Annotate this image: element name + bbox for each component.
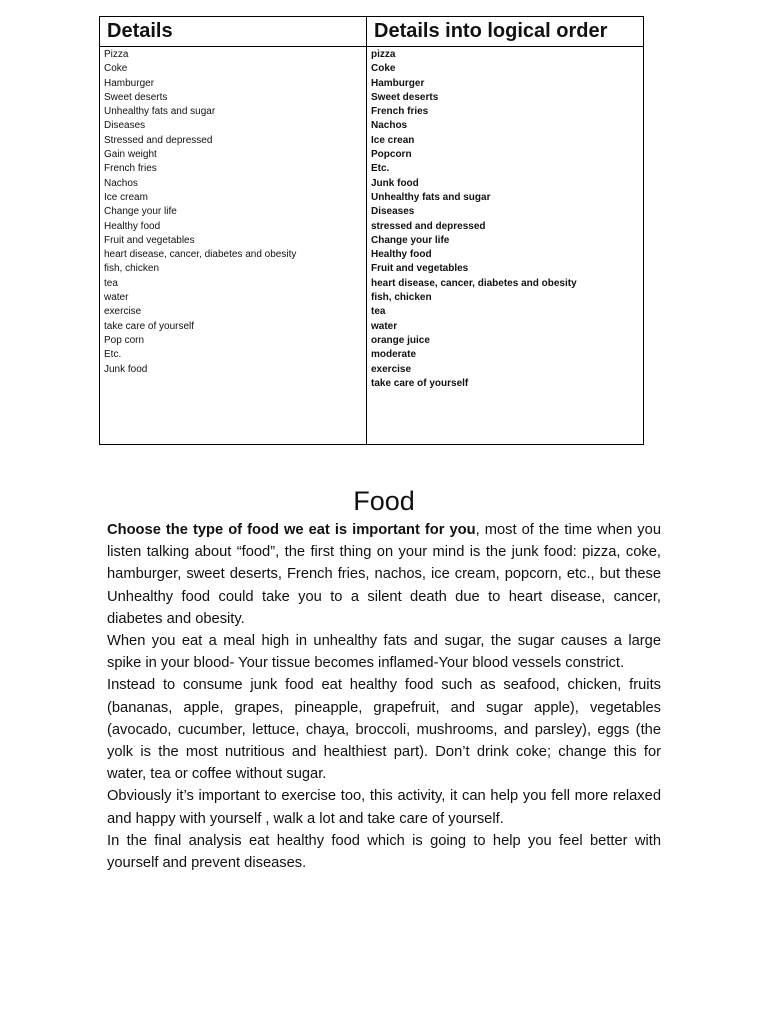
details-list-item: Sweet deserts	[104, 91, 168, 103]
paragraph	[107, 630, 661, 674]
logical-order-list-item: Diseases	[371, 206, 415, 218]
logical-order-list	[367, 47, 643, 391]
details-list-item: Nachos	[104, 177, 138, 189]
logical-order-list-item: Coke	[371, 63, 396, 75]
logical-order-list-item: Etc.	[371, 163, 390, 175]
logical-order-list-item: Junk food	[371, 177, 419, 189]
page-title: Food	[353, 486, 415, 517]
logical-order-list-item: exercise	[371, 363, 412, 375]
details-list-item: Fruit and vegetables	[104, 234, 195, 246]
details-list	[100, 47, 366, 377]
paragraph	[107, 785, 661, 829]
details-list-item: Ice cream	[104, 191, 148, 203]
logical-order-list-item: French fries	[371, 106, 429, 118]
paragraph	[107, 674, 661, 785]
paragraph-text: When you eat a meal high in unhealthy fats and sugar, the sugar causes a large spike in your blood- Your tissue becomes inflamed-Your blood vessels constrict.	[107, 633, 661, 672]
details-list-item: French fries	[104, 163, 157, 175]
details-list-item: Gain weight	[104, 149, 157, 161]
logical-order-list-item: Hamburger	[371, 77, 425, 89]
paragraph-text: In the final analysis eat healthy food which is going to help you feel better with yourself and prevent diseases.	[107, 832, 661, 872]
logical-order-list-item: orange juice	[371, 334, 430, 346]
logical-order-list-item: Fruit and vegetables	[371, 263, 469, 275]
logical-order-list-item: Popcorn	[371, 149, 412, 161]
logical-order-list-item: moderate	[371, 349, 417, 361]
paragraph	[107, 830, 661, 874]
details-list-item: Change your life	[104, 206, 177, 218]
logical-order-list-item: water	[371, 320, 398, 332]
details-list-item: heart disease, cancer, diabetes and obesity	[104, 249, 297, 261]
logical-order-list-item: Ice crean	[371, 134, 415, 146]
essay-body	[107, 519, 661, 874]
details-list-item: Unhealthy fats and sugar	[104, 106, 216, 118]
details-list-item: exercise	[104, 306, 142, 318]
paragraph-text: , most of the time when you listen talking about “food”, the first thing on your mind is the junk food: pizza, coke, hamburger, sweet deserts, French fries, nachos, ice cream, popcorn, etc., but these Unhealthy food could take you to a silent death due to heart disease, cancer, diabetes and obesity.	[107, 522, 661, 627]
table-header-row	[100, 17, 643, 47]
logical-order-list-item: heart disease, cancer, diabetes and obesity	[371, 277, 577, 289]
logical-order-list-item: Healthy food	[371, 249, 432, 261]
logical-order-list-item: pizza	[371, 49, 396, 60]
details-list-item: Coke	[104, 63, 128, 75]
paragraph	[107, 519, 661, 630]
details-list-item: water	[104, 292, 129, 304]
paragraph-text: Obviously it’s important to exercise too, this activity, it can help you fell more relaxed and happy with yourself , walk a lot and take care of yourself.	[107, 788, 661, 827]
details-list-item: Healthy food	[104, 220, 161, 232]
details-list-item: Stressed and depressed	[104, 134, 213, 146]
logical-order-list-item: Change your life	[371, 234, 450, 246]
logical-order-list-item: Nachos	[371, 120, 408, 132]
paragraph-text: Instead to consume junk food eat healthy food such as seafood, chicken, fruits (bananas, apple, grapes, pineapple, grapefruit, and sugar apple), vegetables (avocado, cucumber, lettuce, chaya, broccoli, mushrooms, and parsley), eggs (the yolk is the most nutritious and healthiest part). Don’t drink coke; change this for water, tea or coffee without sugar.	[107, 677, 661, 783]
details-list-item: Pizza	[104, 49, 129, 60]
table-body-row	[100, 47, 643, 444]
logical-order-list-item: take care of yourself	[371, 377, 469, 389]
logical-order-list-item: Unhealthy fats and sugar	[371, 191, 491, 203]
details-table	[99, 16, 644, 445]
details-list-item: Hamburger	[104, 77, 155, 89]
paragraph-lead: Choose the type of food we eat is important for you	[107, 522, 476, 538]
details-list-item: take care of yourself	[104, 320, 195, 332]
details-list-item: Junk food	[104, 363, 148, 375]
details-column	[100, 47, 367, 444]
details-list-item: Pop corn	[104, 334, 145, 346]
logical-order-header: Details into logical order	[374, 20, 608, 42]
logical-order-column	[367, 47, 643, 444]
details-list-item: Etc.	[104, 349, 122, 361]
logical-order-list-item: fish, chicken	[371, 292, 432, 304]
details-list-item: Diseases	[104, 120, 146, 132]
logical-order-list-item: tea	[371, 306, 386, 318]
details-list-item: tea	[104, 277, 118, 289]
logical-order-list-item: stressed and depressed	[371, 220, 486, 232]
details-list-item: fish, chicken	[104, 263, 160, 275]
details-header: Details	[100, 17, 367, 46]
logical-order-list-item: Sweet deserts	[371, 91, 439, 103]
